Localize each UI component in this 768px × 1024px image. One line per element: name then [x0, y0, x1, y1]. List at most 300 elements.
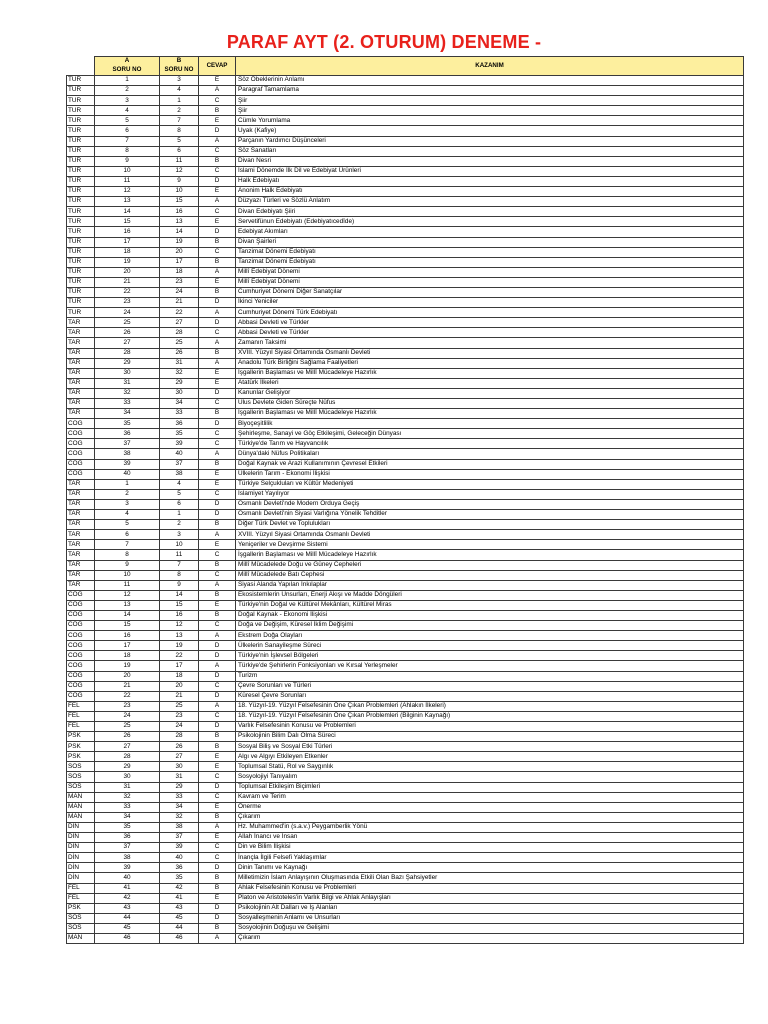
answer-cell: C: [199, 96, 236, 106]
subject-cell: SOS: [67, 762, 95, 772]
subject-cell: TUR: [67, 197, 95, 207]
answer-cell: B: [199, 348, 236, 358]
answer-cell: C: [199, 146, 236, 156]
outcome-cell: Din ve Bilim İlişkisi: [236, 843, 744, 853]
answer-cell: C: [199, 328, 236, 338]
subject-cell: TAR: [67, 399, 95, 409]
table-row: [67, 822, 744, 832]
outcome-cell: Edebiyat Akımları: [236, 227, 744, 237]
question-a-cell: 39: [95, 459, 160, 469]
table-row: [67, 166, 744, 176]
question-a-cell: 35: [95, 822, 160, 832]
question-b-cell: 8: [160, 126, 199, 136]
question-a-cell: 20: [95, 267, 160, 277]
table-row: [67, 439, 744, 449]
answer-cell: C: [199, 439, 236, 449]
outcome-cell: Tanzimat Dönemi Edebiyatı: [236, 257, 744, 267]
question-b-cell: 21: [160, 298, 199, 308]
outcome-cell: Millî Mücadelede Doğu ve Güney Cepheleri: [236, 560, 744, 570]
outcome-cell: Sosyolojinin Doğuşu ve Gelişimi: [236, 923, 744, 933]
header-ders-spacer: [67, 57, 95, 76]
question-a-cell: 33: [95, 802, 160, 812]
question-b-cell: 36: [160, 419, 199, 429]
question-a-cell: 46: [95, 933, 160, 943]
table-row: [67, 298, 744, 308]
subject-cell: TAR: [67, 388, 95, 398]
outcome-cell: Tanzimat Dönemi Edebiyatı: [236, 247, 744, 257]
subject-cell: COG: [67, 621, 95, 631]
subject-cell: TUR: [67, 126, 95, 136]
answer-cell: D: [199, 419, 236, 429]
answer-cell: B: [199, 732, 236, 742]
question-a-cell: 21: [95, 681, 160, 691]
outcome-cell: Paragraf Tamamlama: [236, 86, 744, 96]
question-a-cell: 5: [95, 520, 160, 530]
question-b-cell: 12: [160, 621, 199, 631]
question-b-cell: 6: [160, 146, 199, 156]
answer-cell: A: [199, 197, 236, 207]
question-b-cell: 43: [160, 903, 199, 913]
table-row: [67, 610, 744, 620]
subject-cell: TAR: [67, 489, 95, 499]
outcome-cell: Servetifünun Edebiyatı (Edebiyatıcedîde): [236, 217, 744, 227]
subject-cell: TAR: [67, 520, 95, 530]
question-a-cell: 2: [95, 489, 160, 499]
question-b-cell: 41: [160, 893, 199, 903]
table-row: [67, 237, 744, 247]
outcome-cell: Osmanlı Devleti'nde Modern Orduya Geçiş: [236, 499, 744, 509]
subject-cell: TAR: [67, 570, 95, 580]
outcome-cell: Türkiye Selçukluları ve Kültür Medeniyeti: [236, 479, 744, 489]
question-a-cell: 10: [95, 166, 160, 176]
question-a-cell: 6: [95, 530, 160, 540]
outcome-cell: Cumhuriyet Dönemi Diğer Sanatçılar: [236, 287, 744, 297]
question-b-cell: 4: [160, 479, 199, 489]
outcome-cell: Cümle Yorumlama: [236, 116, 744, 126]
question-a-cell: 32: [95, 792, 160, 802]
answer-cell: E: [199, 762, 236, 772]
outcome-cell: Algı ve Algıyı Etkileyen Etkenler: [236, 752, 744, 762]
answer-cell: D: [199, 176, 236, 186]
outcome-cell: İşgallerin Başlaması ve Millî Mücadeleye Hazırlık: [236, 409, 744, 419]
answer-cell: B: [199, 106, 236, 116]
question-a-cell: 22: [95, 287, 160, 297]
subject-cell: FEL: [67, 722, 95, 732]
question-a-cell: 30: [95, 368, 160, 378]
outcome-cell: Dinin Tanımı ve Kaynağı: [236, 863, 744, 873]
subject-cell: TAR: [67, 580, 95, 590]
answer-cell: D: [199, 722, 236, 732]
subject-cell: DİN: [67, 822, 95, 832]
outcome-cell: Çıkarım: [236, 812, 744, 822]
subject-cell: TUR: [67, 257, 95, 267]
answer-cell: B: [199, 409, 236, 419]
outcome-cell: Doğal Kaynak ve Arazi Kullanımının Çevresel Etkileri: [236, 459, 744, 469]
table-row: [67, 671, 744, 681]
outcome-cell: İşgallerin Başlaması ve Millî Mücadeleye Hazırlık: [236, 550, 744, 560]
subject-cell: TUR: [67, 237, 95, 247]
outcome-cell: Divan Nesri: [236, 156, 744, 166]
question-b-cell: 7: [160, 116, 199, 126]
table-row: [67, 146, 744, 156]
question-a-cell: 1: [95, 479, 160, 489]
question-b-cell: 27: [160, 752, 199, 762]
question-b-cell: 12: [160, 166, 199, 176]
answer-cell: C: [199, 711, 236, 721]
answer-cell: B: [199, 257, 236, 267]
answer-cell: D: [199, 671, 236, 681]
question-a-cell: 3: [95, 96, 160, 106]
subject-cell: SOS: [67, 772, 95, 782]
question-b-cell: 16: [160, 207, 199, 217]
question-b-cell: 2: [160, 106, 199, 116]
question-b-cell: 38: [160, 469, 199, 479]
subject-cell: COG: [67, 439, 95, 449]
answer-key-table: [66, 56, 744, 944]
question-b-cell: 14: [160, 590, 199, 600]
answer-cell: D: [199, 499, 236, 509]
table-row: [67, 176, 744, 186]
outcome-cell: XVIII. Yüzyıl Siyasi Ortamında Osmanlı Devleti: [236, 530, 744, 540]
subject-cell: FEL: [67, 701, 95, 711]
table-row: [67, 732, 744, 742]
question-b-cell: 5: [160, 136, 199, 146]
question-a-cell: 40: [95, 469, 160, 479]
question-a-cell: 15: [95, 621, 160, 631]
question-b-cell: 39: [160, 439, 199, 449]
question-b-cell: 20: [160, 681, 199, 691]
question-b-cell: 18: [160, 671, 199, 681]
table-row: [67, 267, 744, 277]
question-b-cell: 10: [160, 540, 199, 550]
outcome-cell: 18. Yüzyıl-19. Yüzyıl Felsefesinin Öne Çıkan Problemleri (Bilginin Kaynağı): [236, 711, 744, 721]
outcome-cell: Varlık Felsefesinin Konusu ve Problemleri: [236, 722, 744, 732]
table-row: [67, 893, 744, 903]
subject-cell: COG: [67, 631, 95, 641]
question-a-cell: 44: [95, 913, 160, 923]
question-a-cell: 28: [95, 752, 160, 762]
question-a-cell: 2: [95, 86, 160, 96]
question-a-cell: 45: [95, 923, 160, 933]
table-row: [67, 661, 744, 671]
answer-cell: D: [199, 388, 236, 398]
subject-cell: TUR: [67, 217, 95, 227]
question-a-cell: 43: [95, 903, 160, 913]
subject-cell: DİN: [67, 853, 95, 863]
question-b-cell: 15: [160, 197, 199, 207]
question-a-cell: 35: [95, 419, 160, 429]
table-row: [67, 802, 744, 812]
question-a-cell: 42: [95, 893, 160, 903]
subject-cell: TUR: [67, 146, 95, 156]
subject-cell: TAR: [67, 318, 95, 328]
question-b-cell: 42: [160, 883, 199, 893]
question-b-cell: 18: [160, 267, 199, 277]
answer-cell: E: [199, 116, 236, 126]
outcome-cell: Kanunlar Gelişiyor: [236, 388, 744, 398]
outcome-cell: Platon ve Aristoteles'in Varlık Bilgi ve Ahlak Anlayışları: [236, 893, 744, 903]
answer-cell: A: [199, 631, 236, 641]
answer-cell: E: [199, 600, 236, 610]
outcome-cell: Doğal Kaynak - Ekonomi İlişkisi: [236, 610, 744, 620]
subject-cell: PSK: [67, 752, 95, 762]
subject-cell: TAR: [67, 348, 95, 358]
question-b-cell: 16: [160, 610, 199, 620]
answer-cell: B: [199, 873, 236, 883]
question-a-cell: 34: [95, 812, 160, 822]
answer-cell: A: [199, 661, 236, 671]
table-row: [67, 96, 744, 106]
question-a-cell: 11: [95, 580, 160, 590]
table-row: [67, 187, 744, 197]
outcome-cell: Toplumsal Statü, Rol ve Saygınlık: [236, 762, 744, 772]
question-a-cell: 17: [95, 641, 160, 651]
outcome-cell: Türkiye'nin Doğal ve Kültürel Mekânları, Kültürel Miras: [236, 600, 744, 610]
subject-cell: SOS: [67, 782, 95, 792]
question-b-cell: 28: [160, 732, 199, 742]
answer-cell: D: [199, 863, 236, 873]
question-b-cell: 22: [160, 308, 199, 318]
question-a-cell: 26: [95, 328, 160, 338]
outcome-cell: Psikolojinin Alt Dalları ve İş Alanları: [236, 903, 744, 913]
question-a-cell: 28: [95, 348, 160, 358]
question-b-cell: 34: [160, 399, 199, 409]
table-row: [67, 651, 744, 661]
answer-cell: A: [199, 933, 236, 943]
answer-cell: C: [199, 247, 236, 257]
outcome-cell: Ekstrem Doğa Olayları: [236, 631, 744, 641]
subject-cell: TUR: [67, 156, 95, 166]
question-b-cell: 25: [160, 701, 199, 711]
outcome-cell: Ulus Devlete Giden Süreçte Nüfus: [236, 399, 744, 409]
outcome-cell: Parçanın Yardımcı Düşünceleri: [236, 136, 744, 146]
table-row: [67, 923, 744, 933]
question-b-cell: 33: [160, 792, 199, 802]
answer-cell: A: [199, 530, 236, 540]
answer-cell: E: [199, 368, 236, 378]
table-row: [67, 570, 744, 580]
question-a-cell: 39: [95, 863, 160, 873]
table-row: [67, 853, 744, 863]
question-a-cell: 27: [95, 338, 160, 348]
table-row: [67, 711, 744, 721]
answer-cell: C: [199, 843, 236, 853]
answer-cell: C: [199, 399, 236, 409]
question-a-cell: 24: [95, 711, 160, 721]
table-row: [67, 116, 744, 126]
question-b-cell: 24: [160, 287, 199, 297]
answer-cell: B: [199, 287, 236, 297]
question-b-cell: 29: [160, 378, 199, 388]
answer-cell: D: [199, 691, 236, 701]
subject-cell: TAR: [67, 530, 95, 540]
question-a-cell: 25: [95, 722, 160, 732]
subject-cell: TAR: [67, 328, 95, 338]
subject-cell: COG: [67, 641, 95, 651]
outcome-cell: Zamanın Taksimi: [236, 338, 744, 348]
question-a-cell: 19: [95, 257, 160, 267]
outcome-cell: Dünya'daki Nüfus Politikaları: [236, 449, 744, 459]
answer-cell: E: [199, 378, 236, 388]
subject-cell: TUR: [67, 136, 95, 146]
outcome-cell: Halk Edebiyatı: [236, 176, 744, 186]
outcome-cell: Siyasi Alanda Yapılan İnkılaplar: [236, 580, 744, 590]
table-row: [67, 742, 744, 752]
subject-cell: FEL: [67, 883, 95, 893]
answer-cell: A: [199, 308, 236, 318]
outcome-cell: Doğa ve Değişim, Küresel İklim Değişimi: [236, 621, 744, 631]
question-b-cell: 30: [160, 388, 199, 398]
question-b-cell: 29: [160, 782, 199, 792]
table-row: [67, 106, 744, 116]
answer-cell: E: [199, 277, 236, 287]
question-a-cell: 8: [95, 550, 160, 560]
subject-cell: PSK: [67, 732, 95, 742]
table-row: [67, 368, 744, 378]
subject-cell: COG: [67, 600, 95, 610]
answer-cell: A: [199, 358, 236, 368]
table-row: [67, 621, 744, 631]
subject-cell: TUR: [67, 227, 95, 237]
question-b-cell: 23: [160, 711, 199, 721]
answer-cell: D: [199, 318, 236, 328]
question-a-cell: 6: [95, 126, 160, 136]
question-a-cell: 34: [95, 409, 160, 419]
table-row: [67, 792, 744, 802]
table-row: [67, 277, 744, 287]
table-row: [67, 883, 744, 893]
answer-cell: A: [199, 701, 236, 711]
table-row: [67, 399, 744, 409]
question-a-cell: 38: [95, 449, 160, 459]
question-a-cell: 33: [95, 399, 160, 409]
answer-cell: D: [199, 510, 236, 520]
question-a-cell: 7: [95, 540, 160, 550]
question-a-cell: 12: [95, 590, 160, 600]
question-a-cell: 3: [95, 499, 160, 509]
table-row: [67, 459, 744, 469]
question-b-cell: 15: [160, 600, 199, 610]
outcome-cell: XVIII. Yüzyıl Siyasi Ortamında Osmanlı Devleti: [236, 348, 744, 358]
table-row: [67, 580, 744, 590]
subject-cell: MAN: [67, 812, 95, 822]
question-b-cell: 13: [160, 217, 199, 227]
answer-cell: A: [199, 822, 236, 832]
question-b-cell: 7: [160, 560, 199, 570]
answer-cell: C: [199, 166, 236, 176]
question-a-cell: 32: [95, 388, 160, 398]
question-b-cell: 9: [160, 176, 199, 186]
subject-cell: COG: [67, 661, 95, 671]
subject-cell: TAR: [67, 378, 95, 388]
table-row: [67, 590, 744, 600]
header-cevap: CEVAP: [199, 57, 236, 76]
outcome-cell: Sosyolojiyi Tanıyalım: [236, 772, 744, 782]
table-row: [67, 156, 744, 166]
question-b-cell: 33: [160, 409, 199, 419]
subject-cell: SOS: [67, 923, 95, 933]
question-a-cell: 37: [95, 843, 160, 853]
outcome-cell: Cumhuriyet Dönemi Türk Edebiyatı: [236, 308, 744, 318]
table-row: [67, 126, 744, 136]
question-a-cell: 41: [95, 883, 160, 893]
header-kazanim: KAZANIM: [236, 57, 744, 76]
subject-cell: PSK: [67, 903, 95, 913]
answer-cell: E: [199, 752, 236, 762]
answer-cell: C: [199, 621, 236, 631]
question-a-cell: 14: [95, 610, 160, 620]
question-a-cell: 40: [95, 873, 160, 883]
subject-cell: TUR: [67, 287, 95, 297]
outcome-cell: Hz. Muhammed'in (s.a.v.) Peygamberlik Yönü: [236, 822, 744, 832]
outcome-cell: Biyoçeşitlilik: [236, 419, 744, 429]
question-b-cell: 21: [160, 691, 199, 701]
outcome-cell: Divan Şairleri: [236, 237, 744, 247]
outcome-cell: Ülkelerin Sanayileşme Süreci: [236, 641, 744, 651]
table-row: [67, 207, 744, 217]
question-a-cell: 21: [95, 277, 160, 287]
subject-cell: TUR: [67, 166, 95, 176]
table-row: [67, 489, 744, 499]
answer-cell: E: [199, 76, 236, 86]
outcome-cell: Psikolojinin Bilim Dalı Olma Süreci: [236, 732, 744, 742]
outcome-cell: Önerme: [236, 802, 744, 812]
question-b-cell: 46: [160, 933, 199, 943]
subject-cell: TAR: [67, 479, 95, 489]
question-a-cell: 29: [95, 358, 160, 368]
answer-cell: E: [199, 217, 236, 227]
table-row: [67, 86, 744, 96]
question-b-cell: 44: [160, 923, 199, 933]
question-a-cell: 17: [95, 237, 160, 247]
question-a-cell: 13: [95, 600, 160, 610]
subject-cell: TAR: [67, 560, 95, 570]
question-a-cell: 18: [95, 651, 160, 661]
answer-cell: C: [199, 489, 236, 499]
subject-cell: COG: [67, 610, 95, 620]
table-row: [67, 328, 744, 338]
table-row: [67, 812, 744, 822]
table-row: [67, 641, 744, 651]
answer-cell: B: [199, 520, 236, 530]
outcome-cell: Anadolu Türk Birliğini Sağlama Faaliyetleri: [236, 358, 744, 368]
answer-cell: C: [199, 429, 236, 439]
question-a-cell: 12: [95, 187, 160, 197]
question-b-cell: 3: [160, 530, 199, 540]
question-a-cell: 19: [95, 661, 160, 671]
subject-cell: DİN: [67, 873, 95, 883]
subject-cell: FEL: [67, 711, 95, 721]
question-b-cell: 26: [160, 348, 199, 358]
outcome-cell: Atatürk İlkeleri: [236, 378, 744, 388]
outcome-cell: Şehirleşme, Sanayi ve Göç Etkileşimi, Geleceğin Dünyası: [236, 429, 744, 439]
question-a-cell: 5: [95, 116, 160, 126]
subject-cell: TUR: [67, 176, 95, 186]
question-a-cell: 8: [95, 146, 160, 156]
question-b-cell: 32: [160, 812, 199, 822]
header-b-soru-no: SORU NO: [160, 66, 199, 76]
outcome-cell: Allah İnancı ve İnsan: [236, 833, 744, 843]
outcome-cell: Düzyazı Türleri ve Sözlü Anlatım: [236, 197, 744, 207]
question-b-cell: 13: [160, 631, 199, 641]
question-a-cell: 10: [95, 570, 160, 580]
question-b-cell: 24: [160, 722, 199, 732]
table-row: [67, 318, 744, 328]
page-title: PARAF AYT (2. OTURUM) DENEME -: [226, 32, 542, 52]
question-b-cell: 17: [160, 257, 199, 267]
answer-cell: A: [199, 449, 236, 459]
question-b-cell: 20: [160, 247, 199, 257]
